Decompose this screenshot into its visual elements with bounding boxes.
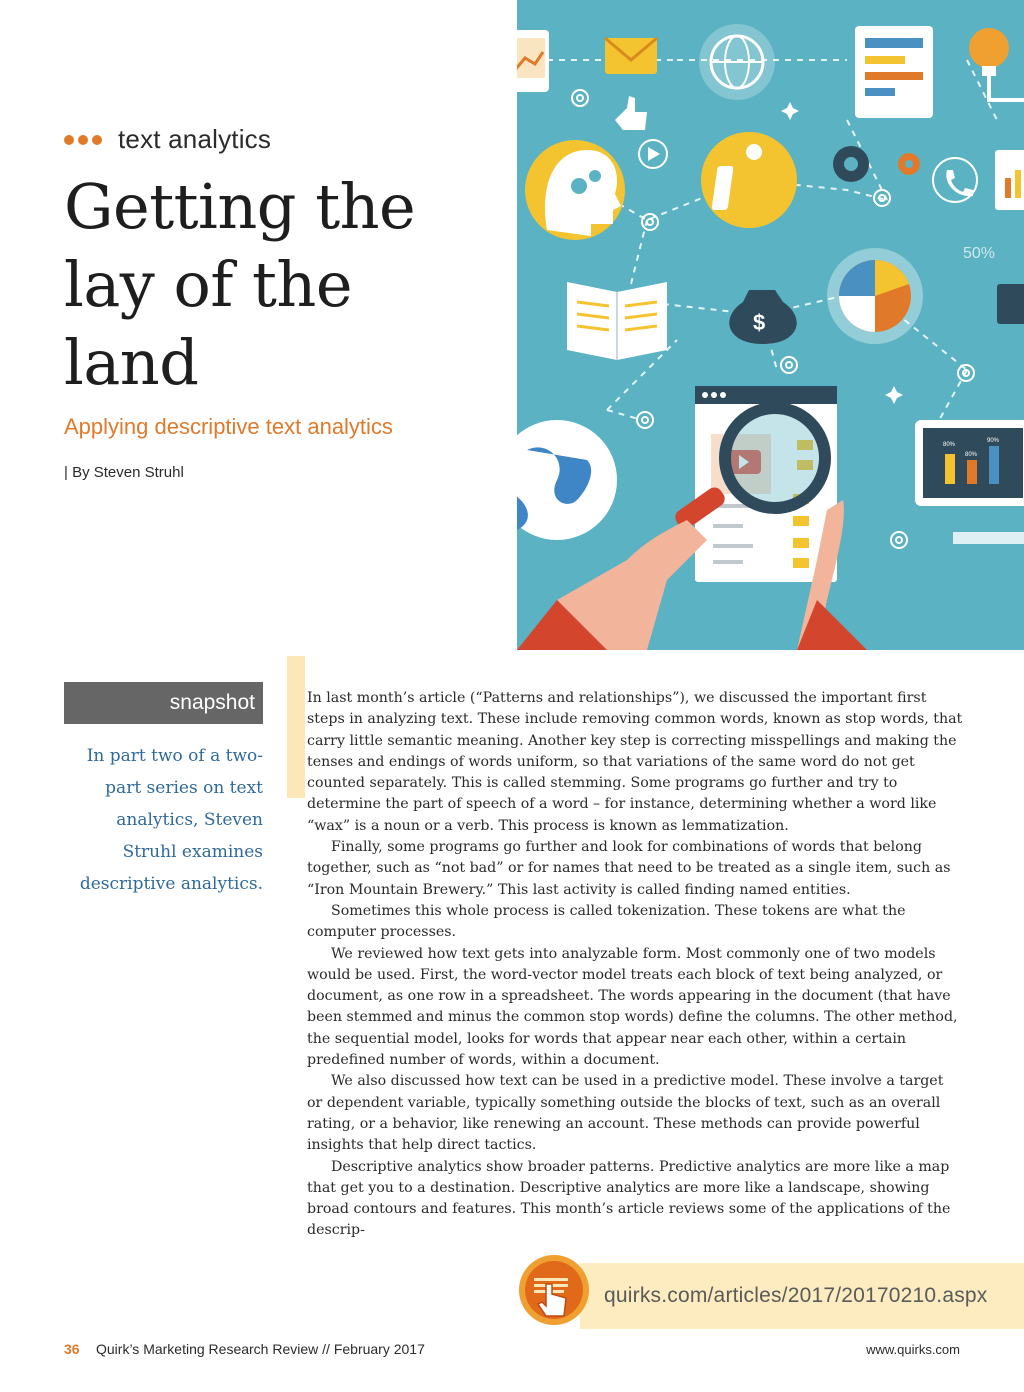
money-bag-icon — [729, 290, 796, 344]
snapshot-label: snapshot — [169, 691, 255, 714]
kicker-dot-icon — [64, 135, 74, 145]
mail-icon — [605, 38, 657, 74]
article-subtitle: Applying descriptive text analytics — [64, 414, 393, 439]
article-paragraph: We also discussed how text can be used in a predictive model. These involve a target or dependent variable, typically something outside the blocks of text, such as an overall rating, or a behavior, like renewing an account. These methods can provide powerful insights that help direct tactics. — [307, 1073, 944, 1154]
website-link[interactable]: www.quirks.com — [866, 1342, 960, 1357]
document-icon — [855, 26, 933, 118]
hand-pointer-icon[interactable] — [518, 1254, 590, 1326]
article-paragraph: Sometimes this whole process is called tokenization. These tokens are what the computer processes. — [307, 902, 906, 941]
article-paragraph: Descriptive analytics show broader patterns. Predictive analytics are more like a map that get you to a destination. Descriptive analytics are more like a landscape, showing broad contours and features. This month’s article reviews some of the applications of the descrip- — [307, 1158, 951, 1239]
article-headline: Getting the lay of the land — [64, 170, 416, 399]
publication-line: Quirk’s Marketing Research Review // February 2017 — [96, 1341, 425, 1357]
snapshot-header — [64, 682, 263, 724]
gears-icon — [833, 146, 920, 182]
play-icon — [639, 140, 667, 168]
kicker-dot-icon — [78, 135, 88, 145]
article-paragraph: We reviewed how text gets into analyzable form. Most commonly one of two models would be used. First, the word-vector model treats each block of text being analyzed, or document, as one row in a spreadsheet. The words appearing in the document (that have been stemmed and minus the common stop words) define the columns. The other method, the sequential model, looks for words that appear near each other, within a certain predefined number of words, within a document. — [307, 945, 958, 1069]
pie-chart-icon — [827, 245, 995, 344]
illustration-canvas — [517, 0, 1024, 650]
phone-icon — [933, 158, 977, 202]
ruler-icon — [953, 532, 1024, 544]
snapshot-summary: In part two of a two-part series on text analytics, Steven Struhl examines descriptive analytics. — [79, 746, 263, 894]
page-number: 36 — [64, 1341, 80, 1357]
lightbulb-icon — [969, 28, 1024, 100]
kicker-dot-icon — [92, 135, 102, 145]
thumbs-up-icon — [615, 96, 647, 130]
head-gears-icon — [525, 140, 625, 240]
article-body — [307, 688, 963, 1242]
briefcase-icon — [997, 284, 1024, 324]
section-kicker — [64, 124, 271, 155]
tablet-chart-icon — [915, 420, 1024, 506]
section-label: text analytics — [118, 124, 272, 154]
earth-icon — [517, 420, 617, 540]
article-url-link[interactable]: quirks.com/articles/2017/20170210.aspx — [604, 1284, 988, 1307]
mini-chart-screen-icon — [517, 30, 549, 92]
svg-text:$: $ — [753, 310, 766, 335]
info-icon — [701, 132, 797, 228]
byline: | By Steven Struhl — [64, 464, 184, 481]
article-paragraph: Finally, some programs go further and look for combinations of words that belong together, such as “not bad” or for names that need to be treated as a single item, such as “Iron Mountain Brewery.” This last activity is called finding named entities. — [307, 839, 951, 898]
hero-illustration — [517, 0, 1024, 650]
tablet-label-c: 80% — [965, 452, 978, 458]
tablet-label-b: 90% — [987, 438, 1000, 444]
bar-chart-screen-icon — [995, 150, 1024, 210]
percent-label: 50% — [963, 245, 996, 262]
book-icon — [567, 282, 667, 360]
article-paragraph: In last month’s article (“Patterns and relationships”), we discussed the important first steps in analyzing text. These include removing common words, known as stop words, that carry little semantic meaning. Another key step is correcting misspellings and making the tenses and endings of words uniform, so that variations of the same word do not get counted separately. This is called stemming. Some programs go further and try to determine the part of speech of a word – for instance, determining whether a word like “wax” is a noun or a verb. This process is known as lemmatization. — [307, 690, 963, 834]
globe-icon — [699, 24, 775, 100]
column-accent-bar — [287, 656, 305, 798]
tablet-label-a: 80% — [943, 442, 956, 448]
